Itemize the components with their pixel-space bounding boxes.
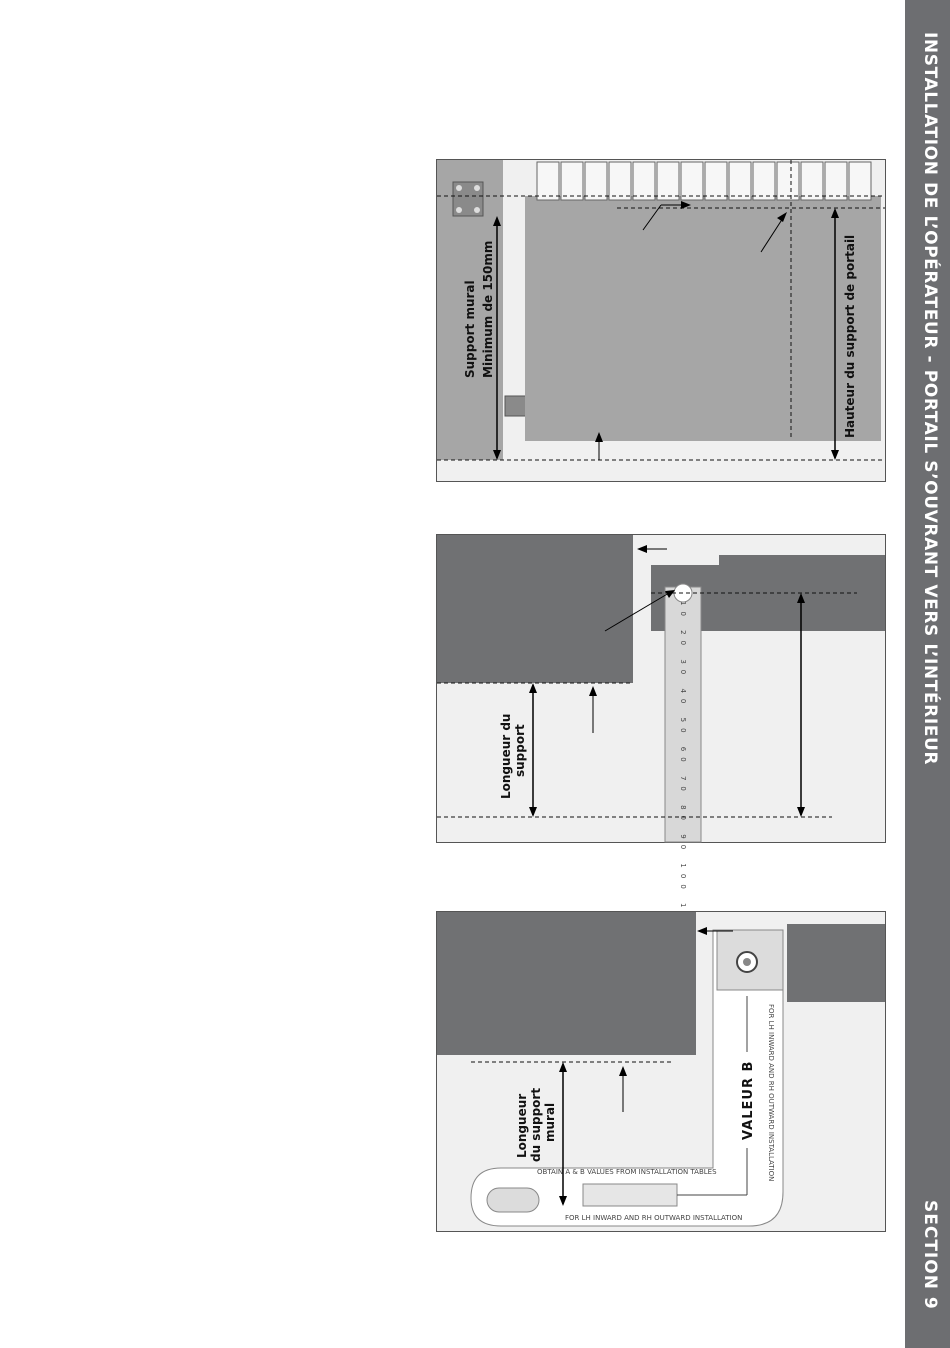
figure-bracket-length — [436, 534, 886, 895]
gate-panel — [525, 196, 881, 441]
bracket-length-label-line1: Longueur du — [499, 713, 513, 799]
bolt — [474, 185, 480, 191]
ruler-tick: 70 — [679, 775, 687, 797]
template-text-3: FOR LH INWARD AND RH OUTWARD INSTALLATION — [767, 1004, 775, 1182]
figure-gate-bracket-height — [436, 159, 886, 482]
gate-frame — [787, 924, 885, 1002]
ruler-tick: 40 — [679, 688, 687, 710]
ruler-tick: 10 — [679, 601, 687, 622]
section-number: SECTION 9 — [920, 1200, 940, 1310]
figure1-drawing — [437, 160, 885, 481]
ruler-tick: 30 — [679, 659, 687, 681]
figure-wall-bracket-length — [436, 911, 886, 1232]
template-box — [583, 1184, 677, 1206]
value-b-label: VALEUR B — [741, 1060, 756, 1140]
hinge — [505, 396, 527, 416]
template-text-2: FOR LH INWARD AND RH OUTWARD INSTALLATION — [565, 1214, 743, 1222]
pillar-block — [437, 535, 633, 683]
minimum-label: Minimum de 150mm — [481, 240, 495, 378]
template-text-1: OBTAIN A & B VALUES FROM INSTALLATION TABLES — [537, 1168, 717, 1176]
wall-bracket-label: Support mural — [463, 280, 477, 378]
pillar-block — [437, 912, 696, 1055]
wall-bracket-length-line1: Longueur — [515, 1093, 529, 1158]
ruler-tick: 90 — [679, 834, 687, 856]
bolt — [474, 207, 480, 213]
section-title: INSTALLATION DE L’OPÉRATEUR - PORTAIL S’OUVRANT VERS L’INTÉRIEUR — [920, 32, 940, 766]
slot — [487, 1188, 539, 1212]
section-sidebar — [905, 0, 950, 1348]
ruler-tick: 100 — [679, 863, 687, 895]
wall-bracket-length-line2: du support — [529, 1087, 543, 1162]
figure3-drawing — [437, 912, 885, 1231]
gate-pickets — [537, 162, 871, 200]
ruler-tick: 20 — [679, 630, 687, 652]
wall-bracket-length-line3: mural — [543, 1102, 557, 1142]
ruler-tick: 60 — [679, 746, 687, 768]
bolt — [456, 185, 462, 191]
ruler-tick: 80 — [679, 805, 687, 827]
ruler-tick: 50 — [679, 717, 687, 739]
bolt — [456, 207, 462, 213]
bracket-length-label-line2: support — [513, 724, 527, 777]
gate-bracket-height-label: Hauteur du support de portail — [843, 234, 857, 438]
